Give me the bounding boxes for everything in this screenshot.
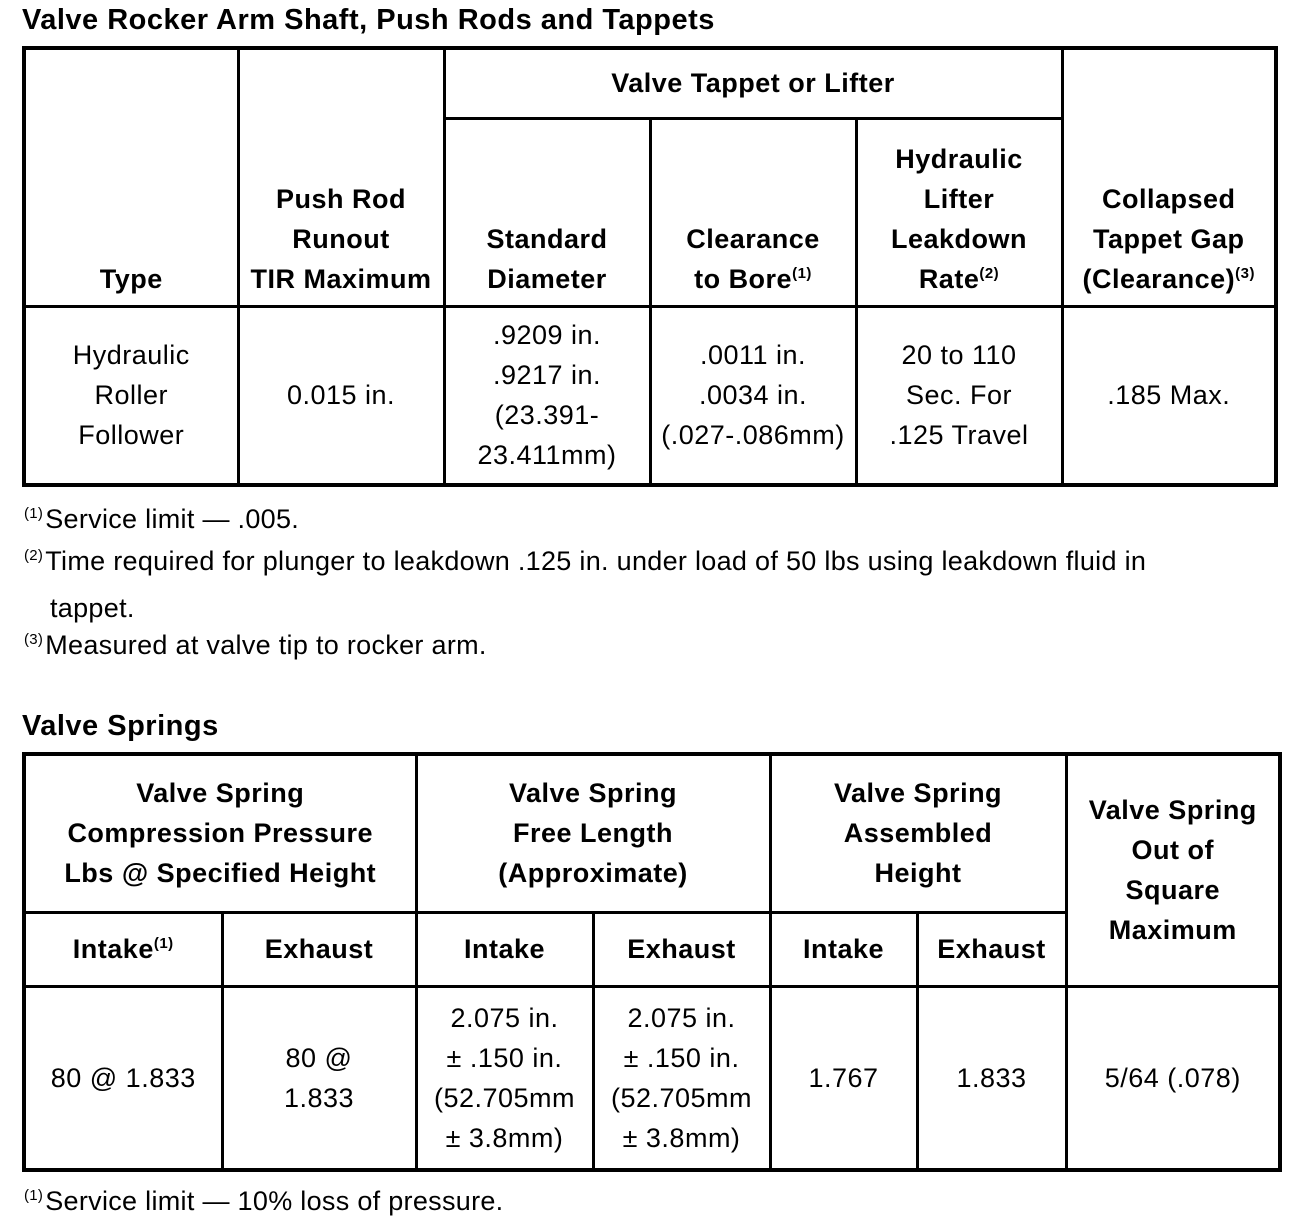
cell-free-exhaust-line1: 2.075 in. [627, 1002, 736, 1033]
footnote-ref-1: (1) [792, 264, 812, 282]
footnote-ref-3: (3) [1235, 264, 1255, 282]
table-row [24, 986, 1280, 1170]
cell-free-exhaust-line4: ± 3.8mm) [622, 1122, 741, 1153]
header-free-intake-label: Intake [463, 934, 546, 964]
header-free-exhaust [593, 912, 770, 986]
cell-comp-intake [24, 986, 222, 1170]
cell-std-dia-line4: 23.411mm) [477, 440, 617, 471]
header-leakdown-line4: Rate [918, 263, 980, 294]
cell-free-exhaust-line2: ± .150 in. [623, 1042, 740, 1073]
header-oos-line4: Maximum [1108, 915, 1237, 946]
footnote-1-text: Service limit — .005. [45, 504, 300, 534]
header-comp-intake-label: Intake [72, 934, 154, 964]
cell-leakdown-line2: Sec. For [905, 380, 1013, 411]
cell-type-line2: Roller [94, 380, 169, 411]
cell-leakdown-line1: 20 to 110 [901, 340, 1017, 371]
header-comp-intake [24, 912, 222, 986]
header-valve-tappet-label: Valve Tappet or Lifter [611, 68, 895, 99]
header-clearance-line2: to Bore [694, 263, 793, 294]
header-leakdown-line2: Lifter [923, 183, 995, 214]
header-leakdown-line1: Hydraulic [895, 143, 1023, 174]
header-comp-exhaust-label: Exhaust [264, 934, 374, 964]
header-free-length [416, 754, 770, 912]
header-oos-line1: Valve Spring [1088, 795, 1257, 826]
header-free-length-line3: (Approximate) [498, 858, 688, 889]
header-clearance-line1: Clearance [686, 223, 820, 254]
cell-push-rod-value: 0.015 in. [286, 380, 396, 411]
header-standard-diameter [444, 118, 650, 306]
footnote-spring-1-mark: (1) [24, 1187, 44, 1204]
header-leakdown-rate [856, 118, 1062, 306]
cell-free-intake-line2: ± .150 in. [446, 1042, 563, 1073]
cell-comp-exhaust [222, 986, 416, 1170]
cell-comp-exhaust-line2: 1.833 [283, 1082, 355, 1113]
section-title-valve-springs: Valve Springs [22, 710, 219, 742]
cell-type-line1: Hydraulic [72, 340, 190, 371]
cell-std-dia-line2: .9217 in. [492, 360, 602, 391]
cell-std-dia-line3: (23.391- [494, 400, 600, 431]
header-free-length-line1: Valve Spring [508, 778, 678, 809]
footnote-2-text: Time required for plunger to leakdown .125 in. under load of 50 lbs using leakdown fluid in [45, 546, 1147, 576]
header-push-rod-line3: TIR Maximum [250, 263, 432, 294]
cell-clearance-line2: .0034 in. [698, 380, 808, 411]
footnote-ref-spring-1: (1) [153, 935, 174, 952]
header-free-intake [416, 912, 593, 986]
cell-free-intake-line1: 2.075 in. [450, 1002, 559, 1033]
cell-clearance [650, 306, 856, 485]
header-assembled-line2: Assembled [843, 818, 993, 849]
cell-out-of-square-value: 5/64 (.078) [1104, 1062, 1241, 1093]
header-collapsed-gap [1062, 48, 1276, 306]
cell-type [24, 306, 238, 485]
cell-leakdown-rate [856, 306, 1062, 485]
header-collapsed-line2: Tappet Gap [1093, 223, 1245, 254]
cell-out-of-square [1066, 986, 1280, 1170]
header-oos-line2: Out of [1131, 835, 1215, 866]
cell-clearance-line1: .0011 in. [699, 340, 807, 371]
header-type [24, 48, 238, 306]
cell-push-rod [238, 306, 444, 485]
cell-assembled-exhaust [917, 986, 1066, 1170]
header-leakdown-line3: Leakdown [890, 223, 1028, 254]
header-valve-tappet-group [444, 48, 1062, 118]
cell-comp-exhaust-line1: 80 @ [285, 1042, 353, 1073]
header-compression-line1: Valve Spring [136, 778, 305, 809]
cell-std-dia-line1: .9209 in. [492, 320, 602, 351]
header-compression-pressure [24, 754, 416, 912]
header-assembled-exhaust [917, 912, 1066, 986]
header-free-length-line2: Free Length [513, 818, 674, 849]
cell-assembled-exhaust-value: 1.833 [956, 1062, 1027, 1093]
cell-free-exhaust [593, 986, 770, 1170]
header-assembled-exhaust-label: Exhaust [937, 934, 1046, 964]
footnote-spring-1-text: Service limit — 10% loss of pressure. [45, 1186, 504, 1216]
header-push-rod [238, 48, 444, 306]
header-assembled-intake [770, 912, 917, 986]
header-clearance [650, 118, 856, 306]
header-push-rod-line2: Runout [292, 223, 390, 254]
section-title-rocker-arm: Valve Rocker Arm Shaft, Push Rods and Tappets [22, 4, 715, 36]
header-comp-exhaust [222, 912, 416, 986]
footnote-2 [24, 540, 1282, 629]
footnote-1 [24, 498, 1282, 545]
cell-free-intake [416, 986, 593, 1170]
footnote-3 [24, 624, 1282, 671]
header-out-of-square [1066, 754, 1280, 986]
header-oos-line3: Square [1125, 875, 1221, 906]
cell-standard-diameter [444, 306, 650, 485]
cell-assembled-intake-value: 1.767 [808, 1062, 879, 1093]
header-assembled-intake-label: Intake [802, 934, 885, 964]
header-collapsed-line1: Collapsed [1102, 183, 1236, 214]
header-assembled-height [770, 754, 1066, 912]
header-assembled-line1: Valve Spring [833, 778, 1003, 809]
header-std-dia-line2: Diameter [487, 263, 607, 294]
header-compression-line2: Compression Pressure [67, 818, 374, 849]
cell-comp-intake-value: 80 @ 1.833 [50, 1062, 196, 1093]
cell-free-intake-line4: ± 3.8mm) [445, 1122, 564, 1153]
header-compression-line3: Lbs @ Specified Height [64, 858, 377, 889]
table-row [24, 306, 1276, 485]
header-push-rod-line1: Push Rod [276, 183, 406, 214]
cell-leakdown-line3: .125 Travel [889, 420, 1029, 451]
header-free-exhaust-label: Exhaust [627, 934, 736, 964]
cell-type-line3: Follower [78, 420, 185, 451]
header-assembled-line3: Height [874, 858, 962, 889]
footnote-ref-2: (2) [979, 264, 1000, 282]
footnote-2-mark: (2) [24, 547, 44, 564]
cell-free-exhaust-line3: (52.705mm [610, 1082, 753, 1113]
header-std-dia-line1: Standard [486, 223, 608, 254]
header-collapsed-line3: (Clearance) [1082, 263, 1236, 294]
cell-free-intake-line3: (52.705mm [433, 1082, 576, 1113]
footnote-1-mark: (1) [24, 505, 44, 522]
tappet-spec-table [22, 46, 1278, 487]
footnote-spring-1 [24, 1180, 1282, 1227]
cell-collapsed-gap [1062, 306, 1276, 485]
footnote-3-text: Measured at valve tip to rocker arm. [45, 630, 487, 660]
cell-clearance-line3: (.027-.086mm) [661, 420, 845, 451]
footnote-3-mark: (3) [24, 631, 44, 648]
header-type-label: Type [99, 263, 163, 294]
cell-assembled-intake [770, 986, 917, 1170]
valve-springs-table [22, 752, 1282, 1172]
footnote-2-continuation: tappet. [50, 593, 135, 623]
cell-collapsed-value: .185 Max. [1107, 380, 1231, 411]
